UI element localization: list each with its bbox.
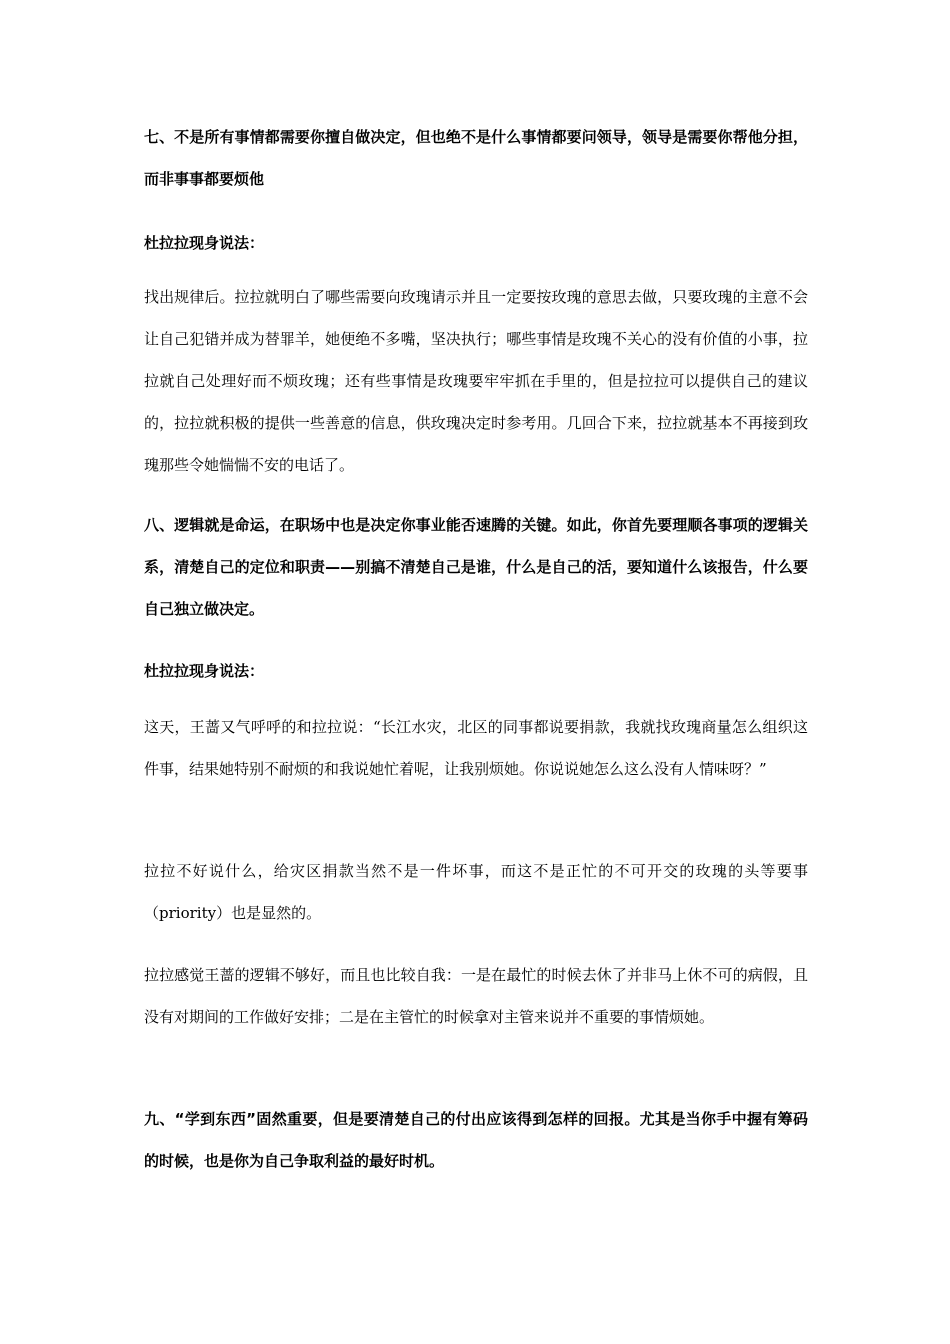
heading-point-eight: 八、逻辑就是命运，在职场中也是决定你事业能否速腾的关键。如此，你首先要理顺各事项的逻辑关系，清楚自己的定位和职责——别搞不清楚自己是谁，什么是自己的活，要知道什么该报告，什么要自己独立做决定。 bbox=[144, 516, 808, 618]
body-paragraph-1: 找出规律后。拉拉就明白了哪些需要向玫瑰请示并且一定要按玫瑰的意思去做，只要玫瑰的主意不会让自己犯错并成为替罪羊，她便绝不多嘴，坚决执行；哪些事情是玫瑰不关心的没有价值的小事，拉拉就自己处理好而不烦玫瑰；还有些事情是玫瑰要牢牢抓在手里的，但是拉拉可以提供自己的建议的，拉拉就积极的提供一些善意的信息，供玫瑰决定时参考用。几回合下来，拉拉就基本不再接到玫瑰那些令她惴惴不安的电话了。 bbox=[144, 288, 808, 474]
heading-point-nine: 九、“学到东西”固然重要，但是要清楚自己的付出应该得到怎样的回报。尤其是当你手中握有筹码的时候，也是你为自己争取利益的最好时机。 bbox=[144, 1110, 808, 1170]
heading-point-seven: 七、不是所有事情都需要你擅自做决定，但也绝不是什么事情都要问领导，领导是需要你帮他分担，而非事事都要烦他 bbox=[144, 128, 808, 188]
body-paragraph-2: 这天，王蔷又气呼呼的和拉拉说：“长江水灾，北区的同事都说要捐款，我就找玫瑰商量怎么组织这件事，结果她特别不耐烦的和我说她忙着呢，让我别烦她。你说说她怎么这么没有人情味呀？” bbox=[144, 718, 808, 778]
body-paragraph-3: 拉拉不好说什么，给灾区捐款当然不是一件坏事，而这不是正忙的不可开交的玫瑰的头等要事（priority）也是显然的。 bbox=[144, 862, 808, 922]
subheading-case-study-1: 杜拉拉现身说法： bbox=[144, 234, 265, 252]
subheading-case-study-2: 杜拉拉现身说法： bbox=[144, 662, 265, 680]
body-paragraph-4: 拉拉感觉王蔷的逻辑不够好，而且也比较自我：一是在最忙的时候去休了并非马上休不可的病假，且没有对期间的工作做好安排；二是在主管忙的时候拿对主管来说并不重要的事情烦她。 bbox=[144, 966, 808, 1026]
